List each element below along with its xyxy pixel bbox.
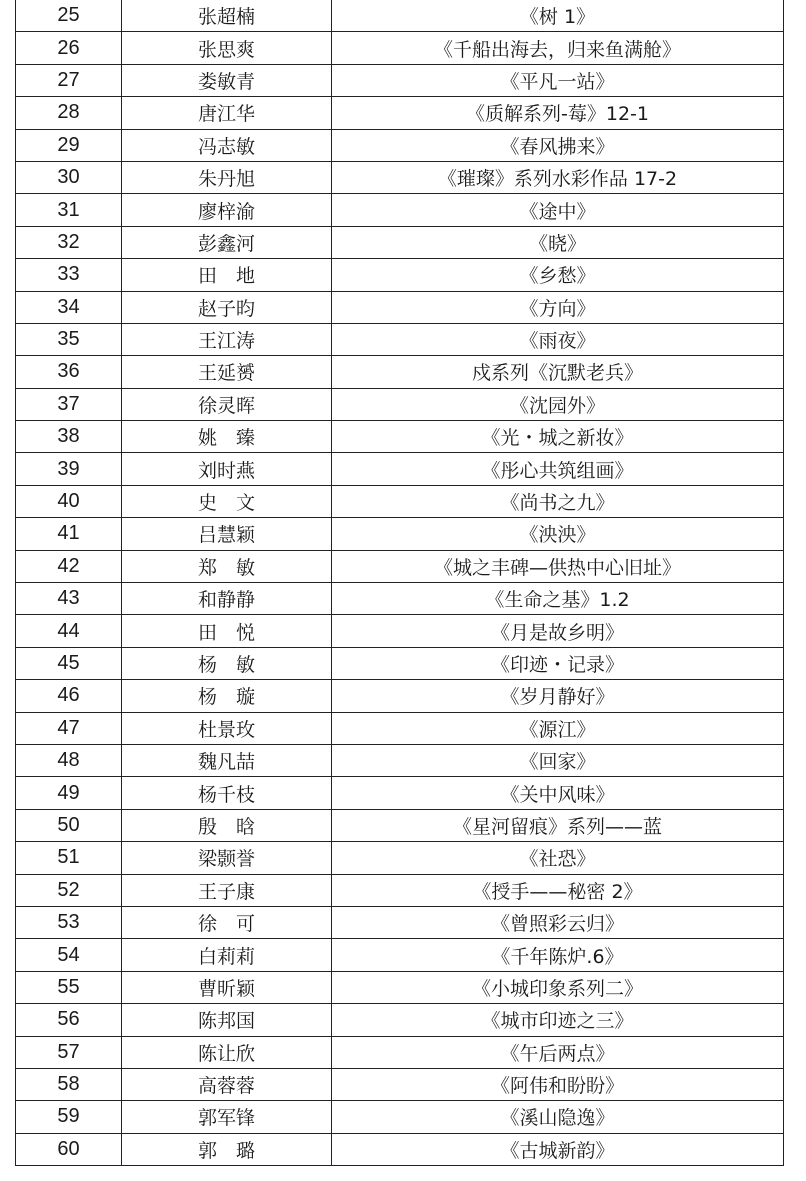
works-table-body [16,0,784,1166]
work-title: 《乡愁》 [332,259,784,291]
table-row [16,712,784,744]
table-row [16,64,784,96]
author-name: 杜景玫 [122,712,332,744]
work-title: 《城市印迹之三》 [332,1004,784,1036]
work-title: 《回家》 [332,744,784,776]
author-name: 郭军锋 [122,1101,332,1133]
work-title: 《途中》 [332,194,784,226]
row-number: 31 [16,194,122,226]
author-name: 刘时燕 [122,453,332,485]
work-title: 《星河留痕》系列——蓝 [332,809,784,841]
row-number: 51 [16,842,122,874]
work-title: 《尚书之九》 [332,485,784,517]
row-number: 53 [16,906,122,938]
work-title: 《社恐》 [332,842,784,874]
table-row [16,1133,784,1165]
row-number: 39 [16,453,122,485]
row-number: 36 [16,356,122,388]
row-number: 45 [16,647,122,679]
work-title: 《授手——秘密 2》 [332,874,784,906]
work-title: 《印迹・记录》 [332,647,784,679]
table-row [16,485,784,517]
table-row [16,259,784,291]
author-name: 田 地 [122,259,332,291]
work-title: 《古城新韵》 [332,1133,784,1165]
work-title: 《雨夜》 [332,323,784,355]
author-name: 王江涛 [122,323,332,355]
table-row [16,777,784,809]
row-number: 58 [16,1068,122,1100]
row-number: 40 [16,485,122,517]
work-title: 《生命之基》1.2 [332,583,784,615]
table-row [16,1068,784,1100]
author-name: 朱丹旭 [122,161,332,193]
work-title: 《曾照彩云归》 [332,906,784,938]
table-row [16,1004,784,1036]
row-number: 56 [16,1004,122,1036]
row-number: 30 [16,161,122,193]
table-row [16,550,784,582]
author-name: 姚 臻 [122,421,332,453]
author-name: 高蓉蓉 [122,1068,332,1100]
work-title: 《月是故乡明》 [332,615,784,647]
table-row [16,388,784,420]
author-name: 郭 璐 [122,1133,332,1165]
author-name: 郑 敏 [122,550,332,582]
work-title: 《泱泱》 [332,518,784,550]
author-name: 娄敏青 [122,64,332,96]
row-number: 35 [16,323,122,355]
table-row [16,356,784,388]
row-number: 38 [16,421,122,453]
author-name: 陈邦国 [122,1004,332,1036]
work-title: 《晓》 [332,226,784,258]
table-row [16,939,784,971]
table-row [16,129,784,161]
table-row [16,615,784,647]
row-number: 28 [16,97,122,129]
row-number: 27 [16,64,122,96]
table-row [16,226,784,258]
author-name: 梁颢誉 [122,842,332,874]
row-number: 55 [16,971,122,1003]
author-name: 王子康 [122,874,332,906]
author-name: 魏凡喆 [122,744,332,776]
row-number: 48 [16,744,122,776]
table-row [16,0,784,32]
table-row [16,583,784,615]
row-number: 29 [16,129,122,161]
table-row [16,518,784,550]
work-title: 《关中风味》 [332,777,784,809]
row-number: 57 [16,1036,122,1068]
row-number: 33 [16,259,122,291]
author-name: 张超楠 [122,0,332,32]
author-name: 陈让欣 [122,1036,332,1068]
row-number: 50 [16,809,122,841]
row-number: 46 [16,680,122,712]
work-title: 《方向》 [332,291,784,323]
author-name: 赵子昀 [122,291,332,323]
work-title: 《彤心共筑组画》 [332,453,784,485]
table-row [16,291,784,323]
work-title: 《源江》 [332,712,784,744]
author-name: 张思爽 [122,32,332,64]
row-number: 52 [16,874,122,906]
table-row [16,453,784,485]
author-name: 杨 敏 [122,647,332,679]
author-name: 吕慧颖 [122,518,332,550]
row-number: 49 [16,777,122,809]
work-title: 《城之丰碑—供热中心旧址》 [332,550,784,582]
author-name: 白莉莉 [122,939,332,971]
author-name: 和静静 [122,583,332,615]
work-title: 《春风拂来》 [332,129,784,161]
work-title: 《千船出海去，归来鱼满舱》 [332,32,784,64]
work-title: 《平凡一站》 [332,64,784,96]
row-number: 32 [16,226,122,258]
work-title: 《岁月静好》 [332,680,784,712]
table-row [16,323,784,355]
work-title: 《阿伟和盼盼》 [332,1068,784,1100]
work-title: 《小城印象系列二》 [332,971,784,1003]
row-number: 25 [16,0,122,32]
author-name: 廖梓渝 [122,194,332,226]
row-number: 60 [16,1133,122,1165]
author-name: 杨 璇 [122,680,332,712]
author-name: 田 悦 [122,615,332,647]
author-name: 彭鑫河 [122,226,332,258]
table-row [16,680,784,712]
table-row [16,1036,784,1068]
work-title: 戍系列《沉默老兵》 [332,356,784,388]
author-name: 杨千枝 [122,777,332,809]
work-title: 《质解系列-莓》12-1 [332,97,784,129]
row-number: 54 [16,939,122,971]
row-number: 59 [16,1101,122,1133]
work-title: 《树 1》 [332,0,784,32]
work-title: 《溪山隐逸》 [332,1101,784,1133]
author-name: 曹昕颖 [122,971,332,1003]
table-row [16,647,784,679]
row-number: 42 [16,550,122,582]
row-number: 37 [16,388,122,420]
row-number: 26 [16,32,122,64]
work-title: 《光・城之新妆》 [332,421,784,453]
table-row [16,421,784,453]
works-table [15,0,784,1166]
work-title: 《璀璨》系列水彩作品 17-2 [332,161,784,193]
author-name: 史 文 [122,485,332,517]
work-title: 《千年陈炉.6》 [332,939,784,971]
row-number: 43 [16,583,122,615]
table-row [16,874,784,906]
table-row [16,842,784,874]
author-name: 殷 晗 [122,809,332,841]
work-title: 《午后两点》 [332,1036,784,1068]
table-row [16,1101,784,1133]
table-row [16,194,784,226]
row-number: 44 [16,615,122,647]
row-number: 34 [16,291,122,323]
author-name: 冯志敏 [122,129,332,161]
author-name: 徐 可 [122,906,332,938]
table-row [16,161,784,193]
author-name: 徐灵晖 [122,388,332,420]
author-name: 王延赟 [122,356,332,388]
row-number: 41 [16,518,122,550]
table-row [16,744,784,776]
table-row [16,32,784,64]
work-title: 《沈园外》 [332,388,784,420]
table-row [16,971,784,1003]
table-row [16,97,784,129]
table-row [16,809,784,841]
table-row [16,906,784,938]
row-number: 47 [16,712,122,744]
author-name: 唐江华 [122,97,332,129]
